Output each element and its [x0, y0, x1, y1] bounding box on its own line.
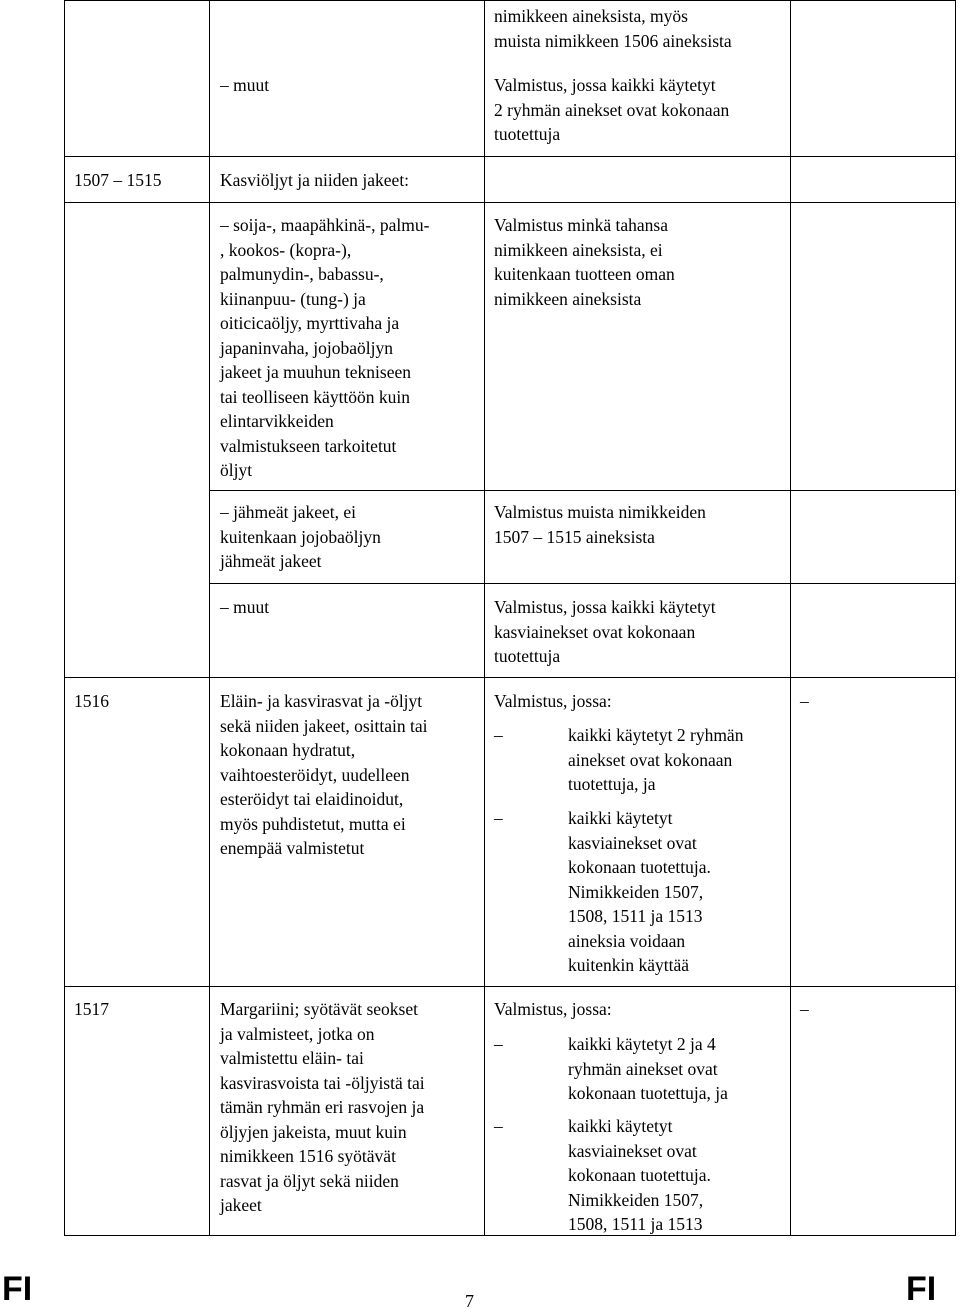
row-divider-1516 [64, 677, 956, 678]
table-border-top [64, 0, 956, 1]
continued-muut-rule: Valmistus, jossa kaikki käytetyt 2 ryhmän ainekset ovat kokonaan tuotettuja [494, 75, 730, 144]
rule-item-1516-1: kaikki käytetyt 2 ryhmän ainekset ovat kokonaan tuotettuja, ja [568, 725, 744, 794]
rule-item-1517-1: kaikki käytetyt 2 ja 4 ryhmän ainekset ovat kokonaan tuotettuja, ja [568, 1034, 728, 1103]
working-rule-soija: Valmistus minkä tahansa nimikkeen aineksista, ei kuitenkaan tuotteen oman nimikkeen aineksista [494, 215, 675, 309]
col4-dash-1516: – [800, 691, 809, 711]
row-divider-1507 [64, 156, 956, 157]
rule-item-1517-2: kaikki käytetyt kasviainekset ovat kokonaan tuotettuja. Nimikkeiden 1507, 1508, 1511 ja 1513 [568, 1116, 711, 1234]
product-desc-muut: – muut [220, 597, 270, 617]
continued-muut-label: – muut [220, 75, 270, 95]
table-col-divider-3 [790, 0, 791, 1236]
working-rule-jahmeat: Valmistus muista nimikkeiden 1507 – 1515 aineksista [494, 502, 706, 547]
row-divider-1517 [64, 986, 956, 987]
heading-desc-1507-1515: Kasviöljyt ja niiden jakeet: [220, 170, 410, 190]
rule-item-1516-2: kaikki käytetyt kasviainekset ovat kokonaan tuotettuja. Nimikkeiden 1507, 1508, 1511 ja 1513 aineksia voidaan kuitenkin käyttää [568, 808, 711, 975]
bullet-dash: – [494, 1034, 503, 1054]
product-desc-soija: – soija-, maapähkinä-, palmu- , kookos- (kopra-), palmunydin-, babassu-, kiinanpuu- (tung-) ja oiticicaöljy, myrttivaha ja japaninvaha, jojobaöljyn jakeet ja muuhun tekniseen tai teolliseen käyttöön kuin elintarvikkeiden valmistukseen tarkoitetut öljyt [220, 215, 430, 480]
working-rule-muut: Valmistus, jossa kaikki käytetyt kasviainekset ovat kokonaan tuotettuja [494, 597, 716, 666]
table-border-left [64, 0, 65, 1236]
table-col-divider-1 [209, 0, 210, 1236]
row-divider-soija [64, 202, 956, 203]
bullet-dash: – [494, 725, 503, 745]
continued-rule-text: nimikkeen aineksista, myös muista nimikkeen 1506 aineksista [494, 6, 732, 51]
heading-code-1517: 1517 [74, 999, 109, 1019]
footer-language-right: FI [906, 1270, 937, 1308]
row-divider-muut [209, 583, 956, 584]
heading-desc-1517: Margariini; syötävät seokset ja valmisteet, jotka on valmistettu eläin- tai kasvirasvoista tai -öljyistä tai tämän ryhmän eri rasvojen ja öljyjen jakeista, muut kuin nimikkeen 1516 syötävät rasvat ja öljyt sekä niiden jakeet [220, 999, 425, 1215]
table-border-right [955, 0, 956, 1236]
bullet-dash: – [494, 1116, 503, 1136]
working-rule-intro-1516: Valmistus, jossa: [494, 691, 612, 711]
table-border-bottom [64, 1235, 956, 1236]
footer-language-left: FI [2, 1270, 33, 1308]
working-rule-intro-1517: Valmistus, jossa: [494, 999, 612, 1019]
row-divider-jahmeat [209, 490, 956, 491]
heading-code-1507-1515: 1507 – 1515 [74, 170, 162, 190]
table-col-divider-2 [484, 0, 485, 1236]
heading-code-1516: 1516 [74, 691, 109, 711]
bullet-dash: – [494, 808, 503, 828]
page-number: 7 [465, 1291, 474, 1311]
heading-desc-1516: Eläin- ja kasvirasvat ja -öljyt sekä niiden jakeet, osittain tai kokonaan hydratut, vaihtoesteröidyt, uudelleen esteröidyt tai elaidinoidut, myös puhdistetut, mutta ei enempää valmistetut [220, 691, 428, 858]
col4-dash-1517: – [800, 999, 809, 1019]
product-desc-jahmeat: – jähmeät jakeet, ei kuitenkaan jojobaöljyn jähmeät jakeet [220, 502, 381, 571]
